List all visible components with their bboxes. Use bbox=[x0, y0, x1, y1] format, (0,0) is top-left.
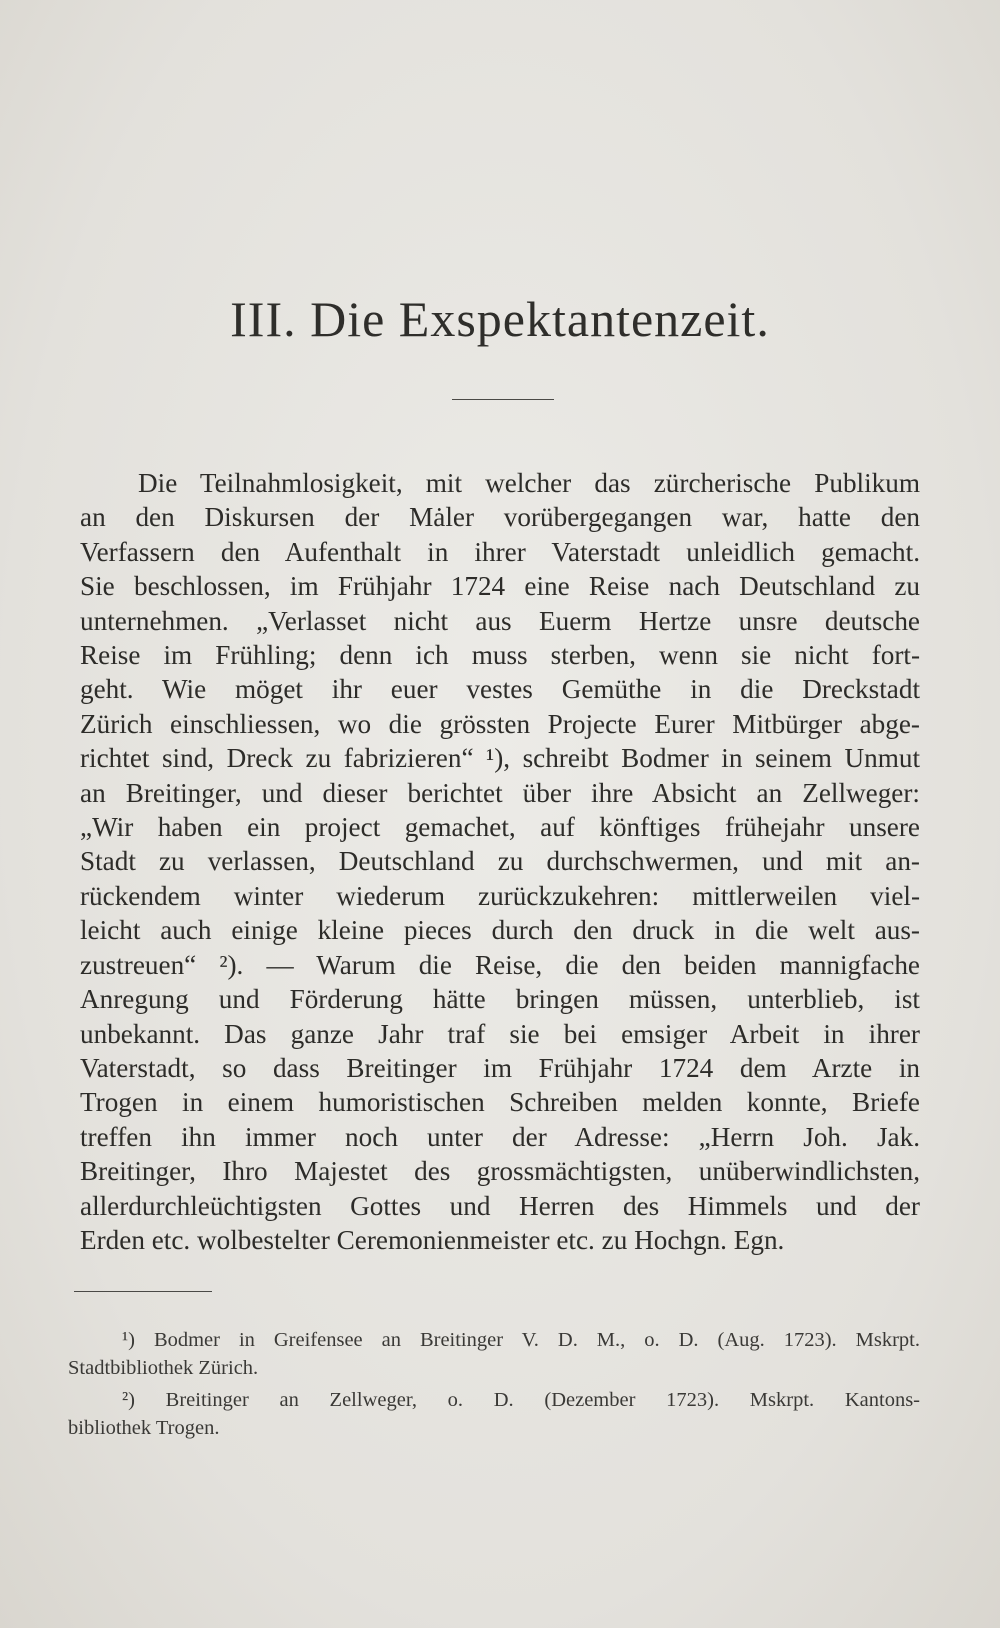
footnotes bbox=[68, 1326, 920, 1446]
text-line: rückendem winter wiederum zurückzukehren: mittlerweilen viel- bbox=[80, 880, 920, 911]
text-line: Anregung und Förderung hätte bringen müssen, unterblieb, ist bbox=[80, 984, 920, 1015]
text-line: Stadt zu verlassen, Deutschland zu durchschwermen, und mit an- bbox=[80, 846, 920, 877]
footnote-2 bbox=[68, 1386, 920, 1442]
text-line: Sie beschlossen, im Frühjahr 1724 eine Reise nach Deutschland zu bbox=[80, 571, 920, 602]
chapter-title: III. Die Exspektantenzeit. bbox=[230, 291, 770, 347]
title-divider bbox=[452, 399, 554, 400]
text-line: Zürich einschliessen, wo die grössten Projecte Eurer Mitbürger abge- bbox=[80, 708, 920, 739]
main-paragraph bbox=[80, 466, 920, 1257]
text-line: „Wir haben ein project gemachet, auf könftiges frühejahr unsere bbox=[80, 812, 920, 843]
footnote-divider bbox=[74, 1291, 212, 1292]
text-line: an den Diskursen der Mȧler vorübergegangen war, hatte den bbox=[80, 502, 920, 533]
text-line: Die Teilnahmlosigkeit, mit welcher das zürcherische Publikum bbox=[138, 468, 920, 498]
text-line: geht. Wie möget ihr euer vestes Gemüthe in die Dreckstadt bbox=[80, 674, 920, 705]
text-line: Reise im Frühling; denn ich muss sterben, wenn sie nicht fort- bbox=[80, 640, 920, 671]
text-line: Vaterstadt, so dass Breitinger im Frühjahr 1724 dem Arzte in bbox=[80, 1052, 920, 1083]
footnote-line: Stadtbibliothek Zürich. bbox=[68, 1357, 259, 1379]
text-line: Trogen in einem humoristischen Schreiben melden konnte, Briefe bbox=[80, 1087, 920, 1118]
text-line: treffen ihn immer noch unter der Adresse: „Herrn Joh. Jak. bbox=[80, 1121, 920, 1152]
text-line: allerdurchleüchtigsten Gottes und Herren des Himmels und der bbox=[80, 1190, 920, 1221]
footnote-line: ¹) Bodmer in Greifensee an Breitinger V. D. M., o. D. (Aug. 1723). Mskrpt. bbox=[122, 1329, 920, 1351]
text-line: unbekannt. Das ganze Jahr traf sie bei emsiger Arbeit in ihrer bbox=[80, 1018, 920, 1049]
text-line: Breitinger, Ihro Majestet des grossmächtigsten, unüberwindlichsten, bbox=[80, 1156, 920, 1187]
text-line: leicht auch einige kleine pieces durch den druck in die welt aus- bbox=[80, 915, 920, 946]
footnote-line: bibliothek Trogen. bbox=[68, 1417, 220, 1439]
text-line: zustreuen“ ²). — Warum die Reise, die den beiden mannigfache bbox=[80, 949, 920, 980]
text-line: an Breitinger, und dieser berichtet über ihre Absicht an Zellweger: bbox=[80, 777, 920, 808]
text-line: Erden etc. wolbestelter Ceremonienmeister etc. zu Hochgn. Egn. bbox=[80, 1224, 785, 1255]
footnote-line: ²) Breitinger an Zellweger, o. D. (Dezember 1723). Mskrpt. Kantons- bbox=[122, 1389, 920, 1411]
text-line: richtet sind, Dreck zu fabrizieren“ ¹), schreibt Bodmer in seinem Unmut bbox=[80, 743, 920, 774]
text-line: unternehmen. „Verlasset nicht aus Euerm Hertze unsre deutsche bbox=[80, 605, 920, 636]
text-line: Verfassern den Aufenthalt in ihrer Vaterstadt unleidlich gemacht. bbox=[80, 536, 920, 567]
footnote-1 bbox=[68, 1326, 920, 1382]
